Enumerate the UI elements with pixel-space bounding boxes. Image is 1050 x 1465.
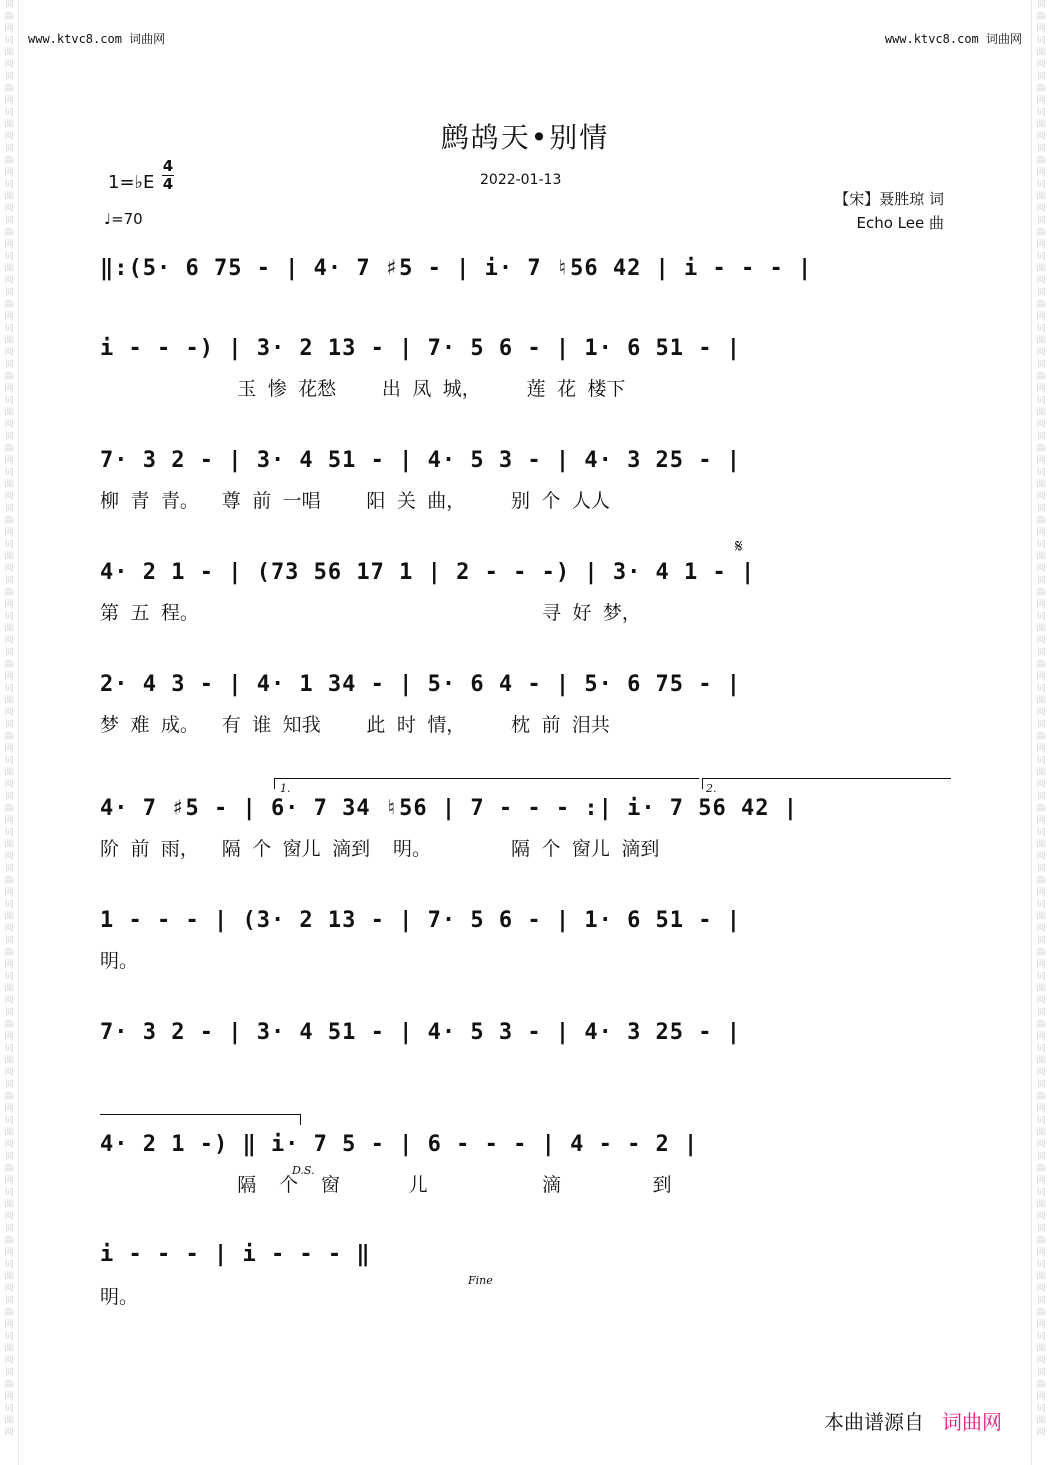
side-glyph: 曲: [1036, 156, 1046, 166]
side-glyph: 网: [4, 1248, 14, 1258]
side-glyph: 网: [1036, 1104, 1046, 1114]
side-glyph: 词: [4, 0, 14, 10]
side-glyph: 曲: [1036, 804, 1046, 814]
side-glyph: 网: [4, 204, 14, 214]
side-glyph: 曲: [1036, 1128, 1046, 1138]
side-glyph: 网: [1036, 1068, 1046, 1078]
side-glyph: 网: [1036, 960, 1046, 970]
side-glyph: 网: [4, 1104, 14, 1114]
footer-brand-link[interactable]: 词曲网: [942, 1410, 1002, 1434]
side-glyph: 词: [4, 864, 14, 874]
system-1-notes: ‖:(5· 6 75 - | 4· 7 ♯5 - | i· 7 ♮56 42 | i - - - |: [100, 256, 813, 281]
volta-2-bracket: [702, 778, 951, 789]
side-glyph: 曲: [1036, 1200, 1046, 1210]
side-glyph: 词: [4, 1332, 14, 1342]
side-glyph: 曲: [4, 660, 14, 670]
side-glyph: 曲: [1036, 624, 1046, 634]
side-glyph: 曲: [4, 984, 14, 994]
side-glyph: 词: [4, 1080, 14, 1090]
side-glyph: 网: [4, 348, 14, 358]
side-glyph: 网: [4, 312, 14, 322]
side-glyph: 曲: [1036, 516, 1046, 526]
side-glyph: 曲: [1036, 948, 1046, 958]
side-glyph: 曲: [4, 588, 14, 598]
side-glyph: 词: [1036, 252, 1046, 262]
side-glyph: 曲: [1036, 1020, 1046, 1030]
side-glyph: 网: [4, 1356, 14, 1366]
side-glyph: 曲: [4, 1128, 14, 1138]
side-glyph: 曲: [4, 1272, 14, 1282]
side-glyph: 曲: [1036, 192, 1046, 202]
footer-text: 本曲谱源自: [824, 1410, 924, 1434]
side-glyph: 网: [1036, 312, 1046, 322]
side-glyph: 词: [4, 144, 14, 154]
volta-2-label: 2.: [706, 782, 717, 795]
side-glyph: 曲: [4, 732, 14, 742]
repeat-bracket: [100, 1114, 301, 1125]
side-glyph: 网: [1036, 1248, 1046, 1258]
side-glyph: 词: [1036, 180, 1046, 190]
side-glyph: 网: [4, 672, 14, 682]
side-glyph: 网: [4, 276, 14, 286]
side-glyph: 曲: [4, 480, 14, 490]
time-signature-bottom: 4: [162, 175, 174, 193]
side-glyph: 网: [4, 960, 14, 970]
side-glyph: 词: [4, 360, 14, 370]
side-glyph: 网: [4, 888, 14, 898]
system-10-notes: i - - - | i - - - ‖: [100, 1242, 371, 1267]
side-glyph: 网: [1036, 708, 1046, 718]
system-7-lyrics: 明。: [100, 950, 139, 972]
system-2-lyrics: 玉 惨 花愁 出 凤 城， 莲 花 楼下: [100, 378, 626, 400]
side-glyph: 词: [4, 36, 14, 46]
side-glyph: 词: [4, 612, 14, 622]
side-glyph: 曲: [4, 84, 14, 94]
side-glyph: 词: [4, 432, 14, 442]
system-5-lyrics: 梦 难 成。 有 谁 知我 此 时 情， 枕 前 泪共: [100, 714, 610, 736]
side-glyph: 网: [4, 1428, 14, 1438]
side-glyph: 网: [4, 600, 14, 610]
side-glyph: 网: [1036, 816, 1046, 826]
system-6-lyrics: 阶 前 雨， 隔 个 窗儿 滴到 明。 隔 个 窗儿 滴到: [100, 838, 660, 860]
side-glyph: 网: [1036, 888, 1046, 898]
side-glyph: 词: [1036, 468, 1046, 478]
side-glyph: 曲: [1036, 48, 1046, 58]
side-glyph: 词: [1036, 1044, 1046, 1054]
side-glyph: 词: [1036, 936, 1046, 946]
side-glyph: 网: [4, 1140, 14, 1150]
side-glyph: 网: [1036, 1392, 1046, 1402]
side-glyph: 曲: [4, 300, 14, 310]
side-glyph: 词: [1036, 360, 1046, 370]
side-glyph: 网: [4, 1068, 14, 1078]
side-glyph: 网: [4, 996, 14, 1006]
side-glyph: 词: [4, 288, 14, 298]
side-glyph: 网: [4, 1032, 14, 1042]
side-glyph: 曲: [1036, 1236, 1046, 1246]
system-5-notes: 2· 4 3 - | 4· 1 34 - | 5· 6 4 - | 5· 6 75 - |: [100, 672, 742, 697]
tempo-marking: ♩=70: [104, 210, 143, 228]
side-glyph: 词: [1036, 0, 1046, 10]
side-glyph: 词: [1036, 1188, 1046, 1198]
side-glyph: 曲: [1036, 300, 1046, 310]
side-glyph: 网: [1036, 1284, 1046, 1294]
side-glyph: 曲: [1036, 1380, 1046, 1390]
side-glyph: 曲: [4, 948, 14, 958]
side-glyph: 曲: [4, 876, 14, 886]
system-6-notes: 4· 7 ♯5 - | 6· 7 34 ♮56 | 7 - - - :| i· 7 56 42 |: [100, 796, 799, 821]
side-glyph: 网: [4, 708, 14, 718]
side-glyph: 词: [1036, 72, 1046, 82]
system-3-notes: 7· 3 2 - | 3· 4 51 - | 4· 5 3 - | 4· 3 25 - |: [100, 448, 742, 473]
side-glyph: 词: [4, 972, 14, 982]
composer-credit: Echo Lee 曲: [856, 214, 944, 232]
side-glyph: 词: [1036, 684, 1046, 694]
side-glyph: 词: [4, 180, 14, 190]
side-glyph: 曲: [1036, 1092, 1046, 1102]
side-glyph: 曲: [1036, 84, 1046, 94]
side-glyph: 曲: [4, 1236, 14, 1246]
side-glyph: 词: [4, 792, 14, 802]
side-glyph: 网: [4, 744, 14, 754]
side-glyph: 曲: [4, 1092, 14, 1102]
side-glyph: 网: [1036, 60, 1046, 70]
score-date: 2022-01-13: [480, 172, 562, 188]
side-glyph: 曲: [4, 12, 14, 22]
side-glyph: 网: [1036, 780, 1046, 790]
side-glyph: 网: [4, 1392, 14, 1402]
side-glyph: 词: [1036, 972, 1046, 982]
side-glyph: 词: [4, 1404, 14, 1414]
side-glyph: 曲: [4, 228, 14, 238]
side-glyph: 曲: [4, 1380, 14, 1390]
system-2-notes: i - - -) | 3· 2 13 - | 7· 5 6 - | 1· 6 51 - |: [100, 336, 742, 361]
side-glyph: 曲: [1036, 1164, 1046, 1174]
side-glyph: 曲: [1036, 1344, 1046, 1354]
side-glyph: 词: [4, 576, 14, 586]
side-glyph: 词: [1036, 1404, 1046, 1414]
source-footer: [824, 1406, 1002, 1435]
side-glyph: 词: [1036, 108, 1046, 118]
side-glyph: 词: [1036, 576, 1046, 586]
side-glyph: 网: [4, 780, 14, 790]
side-glyph: 网: [1036, 24, 1046, 34]
side-glyph: 曲: [1036, 120, 1046, 130]
side-glyph: 曲: [4, 1056, 14, 1066]
side-glyph: 曲: [4, 1164, 14, 1174]
side-glyph: 曲: [1036, 840, 1046, 850]
side-glyph: 词: [4, 72, 14, 82]
lyricist-credit: 【宋】聂胜琼 词: [834, 190, 944, 208]
side-glyph: 曲: [4, 624, 14, 634]
side-glyph: 网: [4, 96, 14, 106]
side-glyph: 网: [1036, 384, 1046, 394]
side-glyph: 曲: [1036, 984, 1046, 994]
side-glyph: 网: [4, 852, 14, 862]
side-glyph: 曲: [4, 444, 14, 454]
side-glyph: 曲: [4, 552, 14, 562]
side-glyph: 网: [4, 1176, 14, 1186]
side-glyph: 网: [1036, 420, 1046, 430]
left-watermark-strip: [0, 0, 19, 1465]
side-glyph: 曲: [4, 48, 14, 58]
side-glyph: 词: [4, 1008, 14, 1018]
side-glyph: 网: [1036, 924, 1046, 934]
side-glyph: 网: [4, 1212, 14, 1222]
side-glyph: 网: [1036, 636, 1046, 646]
side-glyph: 曲: [1036, 876, 1046, 886]
side-glyph: 曲: [1036, 408, 1046, 418]
side-glyph: 网: [1036, 240, 1046, 250]
side-glyph: 曲: [1036, 1272, 1046, 1282]
side-glyph: 词: [1036, 900, 1046, 910]
side-glyph: 网: [4, 1284, 14, 1294]
side-glyph: 词: [1036, 612, 1046, 622]
side-glyph: 词: [1036, 1008, 1046, 1018]
system-4-notes: 4· 2 1 - | (73 56 17 1 | 2 - - -) | 3· 4 1 - |: [100, 560, 756, 585]
side-glyph: 曲: [4, 516, 14, 526]
side-glyph: 曲: [1036, 696, 1046, 706]
volta-1-bracket: [274, 778, 699, 789]
side-glyph: 网: [4, 132, 14, 142]
time-signature-top: 4: [162, 157, 174, 175]
side-glyph: 词: [4, 720, 14, 730]
side-glyph: 词: [4, 936, 14, 946]
side-glyph: 曲: [1036, 228, 1046, 238]
side-glyph: 网: [1036, 996, 1046, 1006]
side-glyph: 曲: [1036, 336, 1046, 346]
side-glyph: 词: [1036, 1224, 1046, 1234]
side-glyph: 词: [1036, 1116, 1046, 1126]
side-glyph: 词: [1036, 1368, 1046, 1378]
side-glyph: 词: [1036, 144, 1046, 154]
side-glyph: 曲: [4, 156, 14, 166]
side-glyph: 网: [1036, 204, 1046, 214]
side-glyph: 曲: [4, 1200, 14, 1210]
side-glyph: 曲: [1036, 480, 1046, 490]
side-glyph: 词: [1036, 648, 1046, 658]
side-glyph: 词: [1036, 396, 1046, 406]
side-glyph: 曲: [4, 408, 14, 418]
side-glyph: 网: [1036, 672, 1046, 682]
side-glyph: 曲: [4, 912, 14, 922]
side-glyph: 曲: [1036, 1056, 1046, 1066]
watermark-right[interactable]: www.ktvc8.com 词曲网: [884, 32, 1022, 46]
system-3-lyrics: 柳 青 青。 尊 前 一唱 阳 关 曲， 别 个 人人: [100, 490, 610, 512]
side-glyph: 网: [1036, 1212, 1046, 1222]
side-glyph: 词: [1036, 540, 1046, 550]
side-glyph: 网: [1036, 1320, 1046, 1330]
side-glyph: 网: [4, 240, 14, 250]
side-glyph: 曲: [4, 768, 14, 778]
side-glyph: 词: [1036, 828, 1046, 838]
side-glyph: 网: [1036, 600, 1046, 610]
side-glyph: 网: [4, 816, 14, 826]
side-glyph: 网: [4, 24, 14, 34]
side-glyph: 曲: [4, 372, 14, 382]
side-glyph: 词: [1036, 756, 1046, 766]
side-glyph: 曲: [4, 1020, 14, 1030]
side-glyph: 网: [1036, 168, 1046, 178]
side-glyph: 词: [1036, 36, 1046, 46]
side-glyph: 网: [4, 384, 14, 394]
side-glyph: 网: [4, 60, 14, 70]
system-9-lyrics: 隔 个 窗 儿 滴 到: [100, 1174, 672, 1196]
side-glyph: 词: [4, 504, 14, 514]
system-7-notes: 1 - - - | (3· 2 13 - | 7· 5 6 - | 1· 6 51 - |: [100, 908, 742, 933]
side-glyph: 词: [4, 900, 14, 910]
side-glyph: 词: [4, 1260, 14, 1270]
side-glyph: 曲: [1036, 1308, 1046, 1318]
side-glyph: 网: [4, 1320, 14, 1330]
side-glyph: 网: [4, 420, 14, 430]
side-glyph: 曲: [4, 336, 14, 346]
side-glyph: 网: [1036, 528, 1046, 538]
side-glyph: 网: [1036, 1176, 1046, 1186]
side-glyph: 曲: [1036, 588, 1046, 598]
system-8-notes: 7· 3 2 - | 3· 4 51 - | 4· 5 3 - | 4· 3 25 - |: [100, 1020, 742, 1045]
side-glyph: 网: [1036, 1032, 1046, 1042]
side-glyph: 词: [1036, 1260, 1046, 1270]
side-glyph: 网: [4, 636, 14, 646]
side-glyph: 词: [1036, 504, 1046, 514]
side-glyph: 曲: [4, 1308, 14, 1318]
side-glyph: 曲: [4, 696, 14, 706]
side-glyph: 词: [1036, 216, 1046, 226]
side-glyph: 曲: [1036, 444, 1046, 454]
side-glyph: 词: [4, 756, 14, 766]
side-glyph: 曲: [4, 1416, 14, 1426]
side-glyph: 网: [1036, 1356, 1046, 1366]
side-glyph: 曲: [1036, 732, 1046, 742]
system-9-notes: 4· 2 1 -) ‖ i· 7 5 - | 6 - - - | 4 - - 2 |: [100, 1132, 699, 1157]
fine-mark: Fine: [468, 1274, 493, 1287]
time-signature: [162, 158, 174, 193]
side-glyph: 曲: [4, 804, 14, 814]
ds-mark: D.S.: [292, 1164, 315, 1177]
side-glyph: 网: [1036, 276, 1046, 286]
side-glyph: 词: [4, 1152, 14, 1162]
side-glyph: 词: [1036, 324, 1046, 334]
key-signature: 1=♭E: [108, 172, 155, 193]
side-glyph: 网: [1036, 348, 1046, 358]
side-glyph: 词: [4, 252, 14, 262]
side-glyph: 曲: [1036, 12, 1046, 22]
side-glyph: 网: [1036, 132, 1046, 142]
segno-mark: 𝄋: [735, 536, 743, 557]
side-glyph: 词: [1036, 864, 1046, 874]
system-10-lyrics: 明。: [100, 1286, 139, 1308]
side-glyph: 词: [4, 684, 14, 694]
side-glyph: 网: [1036, 96, 1046, 106]
side-glyph: 网: [1036, 492, 1046, 502]
side-glyph: 词: [4, 468, 14, 478]
side-glyph: 词: [4, 540, 14, 550]
side-glyph: 网: [4, 456, 14, 466]
side-glyph: 词: [4, 1296, 14, 1306]
side-glyph: 词: [4, 324, 14, 334]
side-glyph: 网: [1036, 852, 1046, 862]
song-title: 鹧鸪天•别情: [440, 121, 610, 154]
volta-1-label: 1.: [280, 782, 291, 795]
side-glyph: 词: [4, 216, 14, 226]
side-glyph: 网: [4, 564, 14, 574]
side-glyph: 网: [4, 168, 14, 178]
side-glyph: 词: [4, 1224, 14, 1234]
side-glyph: 词: [4, 1188, 14, 1198]
side-glyph: 曲: [1036, 1416, 1046, 1426]
side-glyph: 词: [1036, 720, 1046, 730]
side-glyph: 曲: [4, 120, 14, 130]
side-glyph: 曲: [4, 264, 14, 274]
side-glyph: 词: [1036, 1296, 1046, 1306]
watermark-left[interactable]: www.ktvc8.com 词曲网: [28, 32, 166, 46]
side-glyph: 词: [1036, 1332, 1046, 1342]
side-glyph: 曲: [1036, 372, 1046, 382]
right-watermark-strip: [1031, 0, 1050, 1465]
side-glyph: 网: [1036, 564, 1046, 574]
side-glyph: 词: [1036, 1080, 1046, 1090]
side-glyph: 网: [1036, 456, 1046, 466]
side-glyph: 曲: [1036, 552, 1046, 562]
side-glyph: 网: [1036, 1428, 1046, 1438]
side-glyph: 曲: [4, 840, 14, 850]
side-glyph: 词: [1036, 1152, 1046, 1162]
side-glyph: 曲: [1036, 768, 1046, 778]
side-glyph: 网: [4, 492, 14, 502]
side-glyph: 词: [1036, 792, 1046, 802]
side-glyph: 曲: [1036, 660, 1046, 670]
side-glyph: 词: [4, 828, 14, 838]
side-glyph: 词: [1036, 288, 1046, 298]
side-glyph: 网: [1036, 744, 1046, 754]
side-glyph: 曲: [4, 1344, 14, 1354]
side-glyph: 词: [4, 108, 14, 118]
side-glyph: 词: [4, 1116, 14, 1126]
side-glyph: 词: [4, 396, 14, 406]
side-glyph: 网: [1036, 1140, 1046, 1150]
side-glyph: 词: [1036, 432, 1046, 442]
side-glyph: 曲: [1036, 912, 1046, 922]
side-glyph: 网: [4, 528, 14, 538]
system-4-lyrics: 第 五 程。 寻 好 梦，: [100, 602, 641, 624]
side-glyph: 网: [4, 924, 14, 934]
side-glyph: 词: [4, 648, 14, 658]
side-glyph: 词: [4, 1368, 14, 1378]
side-glyph: 词: [4, 1044, 14, 1054]
side-glyph: 曲: [1036, 264, 1046, 274]
side-glyph: 曲: [4, 192, 14, 202]
